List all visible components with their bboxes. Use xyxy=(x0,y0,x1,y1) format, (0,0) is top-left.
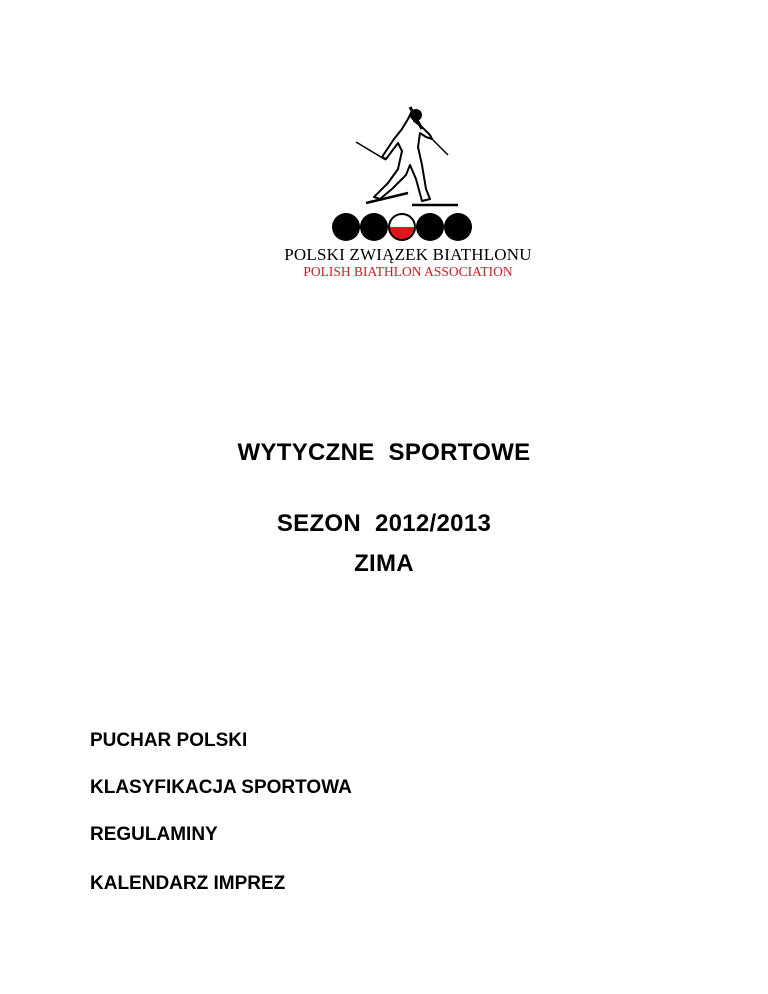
contents-item-kalendarz: KALENDARZ IMPREZ xyxy=(90,873,286,894)
ring-black-1 xyxy=(332,213,360,241)
org-name-english: POLISH BIATHLON ASSOCIATION xyxy=(303,264,513,279)
ring-black-4 xyxy=(444,213,472,241)
ring-polish-flag xyxy=(388,213,416,241)
contents-item-regulaminy: REGULAMINY xyxy=(90,824,218,845)
ring-black-3 xyxy=(416,213,444,241)
biathlete-skier-icon xyxy=(336,105,486,215)
ring-black-2 xyxy=(360,213,388,241)
document-title: WYTYCZNE SPORTOWE xyxy=(237,439,531,466)
contents-item-klasyfikacja: KLASYFIKACJA SPORTOWA xyxy=(90,777,352,798)
season-title: SEZON 2012/2013 xyxy=(276,510,492,537)
contents-item-puchar-polski: PUCHAR POLSKI xyxy=(90,730,248,751)
org-name-polish: POLSKI ZWIĄZEK BIATHLONU xyxy=(284,245,532,264)
logo-rings xyxy=(332,213,477,245)
association-logo xyxy=(268,105,548,285)
season-subtitle: ZIMA xyxy=(354,550,414,577)
